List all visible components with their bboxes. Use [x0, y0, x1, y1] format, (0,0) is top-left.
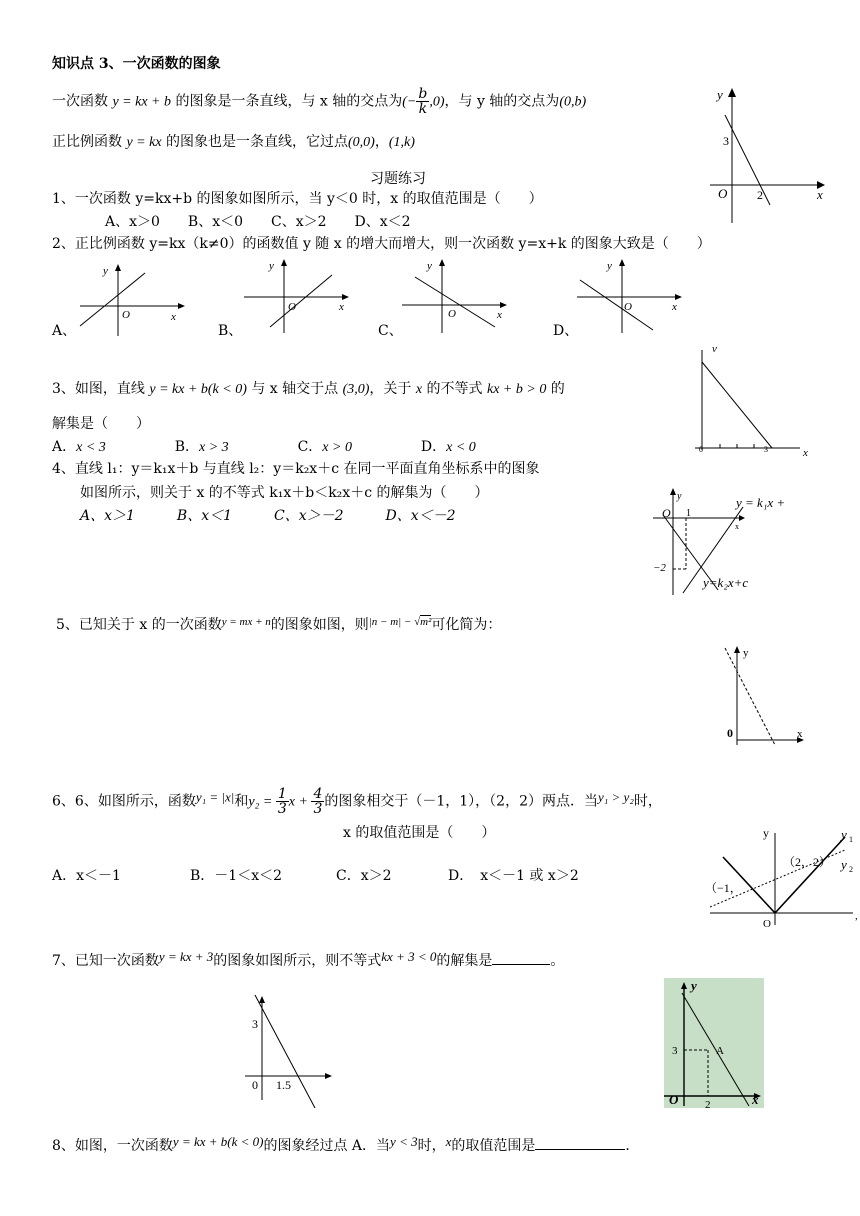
- q2-label-c: C、: [378, 323, 403, 339]
- q2-graph-c: [400, 255, 515, 335]
- line1-text-a: 一次函数: [52, 93, 113, 110]
- q7-text-a: 7、已知一次函数: [52, 953, 159, 969]
- q6-y2-mid: x +: [288, 794, 312, 810]
- q6-text-a: 6、6、如图所示，函数: [52, 793, 196, 810]
- q2-graph-d: [575, 255, 690, 335]
- q3-line2: 解集是（ ）: [52, 416, 150, 432]
- q3-opt-a-expr: x < 3: [76, 440, 106, 455]
- q6-l1: y: [841, 827, 847, 842]
- q4-l2: y=k₂x+c: [703, 575, 749, 590]
- q8-y: y: [691, 978, 697, 993]
- q2d-y: y: [607, 260, 612, 272]
- q2-graph-a: [75, 258, 190, 338]
- line1-pt2: (0,b): [559, 94, 587, 110]
- q1-origin: O: [718, 186, 728, 201]
- line1-expr: y = kx + b: [112, 94, 171, 110]
- q6-opt-d: D． x＜－1 或 x＞2: [448, 868, 579, 884]
- q3-text: [52, 380, 565, 399]
- q3-opt-d: D．: [420, 439, 447, 455]
- q4-o: O: [662, 506, 671, 520]
- q5-y: y: [743, 647, 749, 659]
- q4-x: x: [735, 522, 739, 531]
- q7-text: [52, 948, 564, 970]
- q7-o: 0: [252, 1078, 258, 1092]
- q6-l2-sub: 2: [849, 865, 853, 874]
- q3-text-c: ，关于: [369, 381, 416, 397]
- q7-tick-y: 3: [252, 1017, 258, 1031]
- q8-text-e: ．: [625, 1138, 640, 1154]
- q3-opt-c: C．: [297, 439, 323, 455]
- q6-opt-b: B．－1＜x＜2: [190, 868, 282, 884]
- q3-text-d: 的不等式: [422, 381, 487, 397]
- q8-tick-y: 3: [672, 1045, 678, 1057]
- q6-l2: y: [841, 857, 847, 872]
- line2-expr: y = kx: [126, 135, 162, 150]
- q6-o: O: [763, 918, 771, 930]
- q2-label-d: D、: [553, 323, 579, 339]
- q2c-y: y: [427, 260, 432, 272]
- q3-x: x: [803, 447, 808, 459]
- q4-options: A、x＞1 B、x＜1 C、x＞－2 D、x＜－2: [80, 508, 456, 524]
- q3-pt: (3,0): [342, 382, 370, 397]
- q3-opt-c-expr: x > 0: [322, 440, 352, 455]
- q3-opt-d-expr: x < 0: [446, 440, 476, 455]
- q7-answer-blank[interactable]: [492, 964, 550, 965]
- q7-text-d: 。: [550, 953, 565, 969]
- q3-tick: 3: [764, 445, 768, 454]
- line2-pt2: (1,k): [388, 135, 415, 150]
- q7-text-c: 的解集是: [436, 953, 493, 969]
- q2-label-a: A、: [52, 323, 77, 339]
- q6-x: ,: [855, 910, 858, 922]
- q6-text-b: 和: [234, 793, 249, 810]
- q5-text-b: 的图象如图，则: [270, 617, 369, 633]
- q1-text: 1、一次函数 y=kx+b 的图象如图所示，当 y＜0 时，x 的取值范围是（ ）: [52, 191, 543, 207]
- q5-text-c: 可化简为：: [431, 617, 502, 633]
- q1-options: A、x＞0 B、x＜0 C、x＞2 D、x＜2: [105, 214, 411, 230]
- q8-tick-x: 2: [705, 1099, 711, 1111]
- q8-text-b: 的图象经过点 A．当: [263, 1138, 391, 1154]
- line1-text-c: ，与 y 轴的交点为: [444, 93, 560, 110]
- q2-text: 2、正比例函数 y=kx（k≠0）的函数值 y 随 x 的增大而增大，则一次函数 y=x+k 的图象大致是（ ）: [52, 236, 711, 252]
- q1-graph: [705, 85, 830, 225]
- q2a-o: O: [122, 309, 130, 321]
- q2a-y: y: [103, 265, 108, 277]
- q6-pt1: （−1，: [705, 881, 742, 895]
- q8-text-c: 时，: [417, 1138, 446, 1154]
- line2-text-a: 正比例函数: [52, 134, 127, 150]
- q3-text-b: 与 x 轴交于点: [246, 381, 343, 397]
- line2-sep: ，: [374, 134, 389, 150]
- q4-graph: [648, 485, 803, 600]
- q2-label-b: B、: [218, 323, 243, 339]
- q5-expr: y = mx + n: [221, 616, 271, 628]
- q4-y: y: [677, 491, 682, 502]
- q2a-x: x: [171, 311, 176, 323]
- q5-graph: [715, 640, 815, 750]
- line1-text-b: 的图象是一条直线，与 x 轴的交点为: [171, 93, 403, 110]
- q6-text-d: 时，: [633, 793, 662, 810]
- q8-answer-blank[interactable]: [535, 1149, 625, 1150]
- q6-frac2: $\frac{4}{3}$: [313, 786, 323, 817]
- q6-frac1: $\frac{1}{3}$: [277, 786, 287, 817]
- q4-text1: 4、直线 l₁：y＝k₁x＋b 与直线 l₂：y＝k₂x＋c 在同一平面直角坐标系中的图象: [52, 461, 540, 477]
- q3-expr2: kx + b > 0: [487, 382, 547, 397]
- q7-graph: [240, 990, 340, 1110]
- q3-var: x: [415, 382, 423, 397]
- q4-tick-x: 1: [686, 508, 691, 519]
- q6-y1: y₁ = |x|: [195, 789, 235, 805]
- q3-text-a: 3、如图，直线: [52, 381, 150, 397]
- q6-text-c: 的图象相交于（－1，1），（2，2）两点．当: [324, 793, 598, 810]
- q8-point-label: A: [716, 1045, 724, 1057]
- q8-o: O: [669, 1092, 679, 1107]
- q5-expr2-b: m²: [420, 616, 432, 628]
- q3-y: v: [712, 343, 717, 355]
- q6-l1-sub: 1: [849, 835, 853, 844]
- q3-expr1: y = kx + b(k < 0): [149, 382, 247, 397]
- q2c-o: O: [448, 308, 456, 320]
- line1-pt1-post: ,0): [429, 94, 445, 110]
- q6-line2: x 的取值范围是（ ）: [343, 825, 496, 841]
- q3-graph: [690, 340, 815, 460]
- q2-graph-b: [242, 255, 357, 335]
- q1-tick-y: 3: [723, 134, 729, 148]
- q4-l1: y = k₁x +: [736, 495, 786, 510]
- q3-text-e: 的: [546, 381, 565, 397]
- line2: [52, 133, 415, 152]
- q3-opt-b: B．: [174, 439, 199, 455]
- line2-text-b: 的图象也是一条直线，它过点: [161, 134, 348, 150]
- q4-tick-y: −2: [653, 562, 666, 574]
- q8-graph: [664, 978, 764, 1111]
- q1-x-label: x: [817, 187, 823, 202]
- q8-expr: y = kx + b(k < 0): [172, 1134, 264, 1149]
- q7-expr2: kx + 3 < 0: [381, 949, 437, 964]
- q2b-y: y: [269, 260, 274, 272]
- q4-text2: 如图所示，则关于 x 的不等式 k₁x＋b＜k₂x＋c 的解集为（ ）: [80, 485, 489, 501]
- q1-y-label: y: [717, 87, 723, 102]
- q7-tick-x: 1.5: [276, 1078, 291, 1092]
- q8-x: x: [752, 1092, 759, 1107]
- section-title: 知识点 3、一次函数的图象: [52, 56, 221, 72]
- q3-o: 0: [699, 445, 703, 454]
- q6-text: [52, 787, 662, 816]
- q2d-x: x: [672, 301, 677, 313]
- q8-var: x: [445, 1134, 452, 1149]
- line1-frac: $\frac{b}{k}$: [418, 86, 428, 117]
- q3-opt-b-expr: x > 3: [199, 440, 229, 455]
- q2b-o: O: [288, 301, 296, 313]
- q8-text-a: 8、如图，一次函数: [52, 1138, 173, 1154]
- line2-pt1: (0,0): [348, 135, 375, 150]
- q5-text: [56, 613, 501, 634]
- q6-y2-a: y₂ =: [248, 794, 276, 810]
- q6-graph: [705, 825, 860, 930]
- q6-opt-c: C．x＞2: [336, 868, 392, 884]
- q2b-x: x: [339, 301, 344, 313]
- q2d-o: O: [624, 301, 632, 313]
- q5-text-a: 5、已知关于 x 的一次函数: [56, 617, 222, 633]
- q1-tick-x: 2: [757, 188, 763, 202]
- line1: [52, 87, 586, 116]
- q8-text-d: 的取值范围是: [451, 1138, 536, 1154]
- q6-cond: y₁ > y₂: [598, 789, 634, 805]
- q8-cond: y < 3: [390, 1134, 418, 1149]
- q2c-x: x: [497, 309, 502, 321]
- q6-opt-a: A．x＜－1: [52, 868, 121, 884]
- q3-options: [52, 438, 476, 457]
- q7-expr: y = kx + 3: [158, 949, 214, 964]
- q5-x: x: [797, 728, 803, 740]
- q5-o: 0: [727, 726, 733, 740]
- q5-expr2-a: |n − m| − √: [368, 616, 421, 628]
- q7-text-b: 的图象如图所示，则不等式: [213, 953, 382, 969]
- q8-text: [52, 1133, 639, 1155]
- q6-pt2: （2，2）: [783, 855, 832, 869]
- line1-pt1-pre: (−: [402, 94, 417, 110]
- exercise-heading: 习题练习: [370, 171, 426, 187]
- q3-opt-a: A．: [52, 439, 77, 455]
- q6-y: y: [763, 826, 769, 840]
